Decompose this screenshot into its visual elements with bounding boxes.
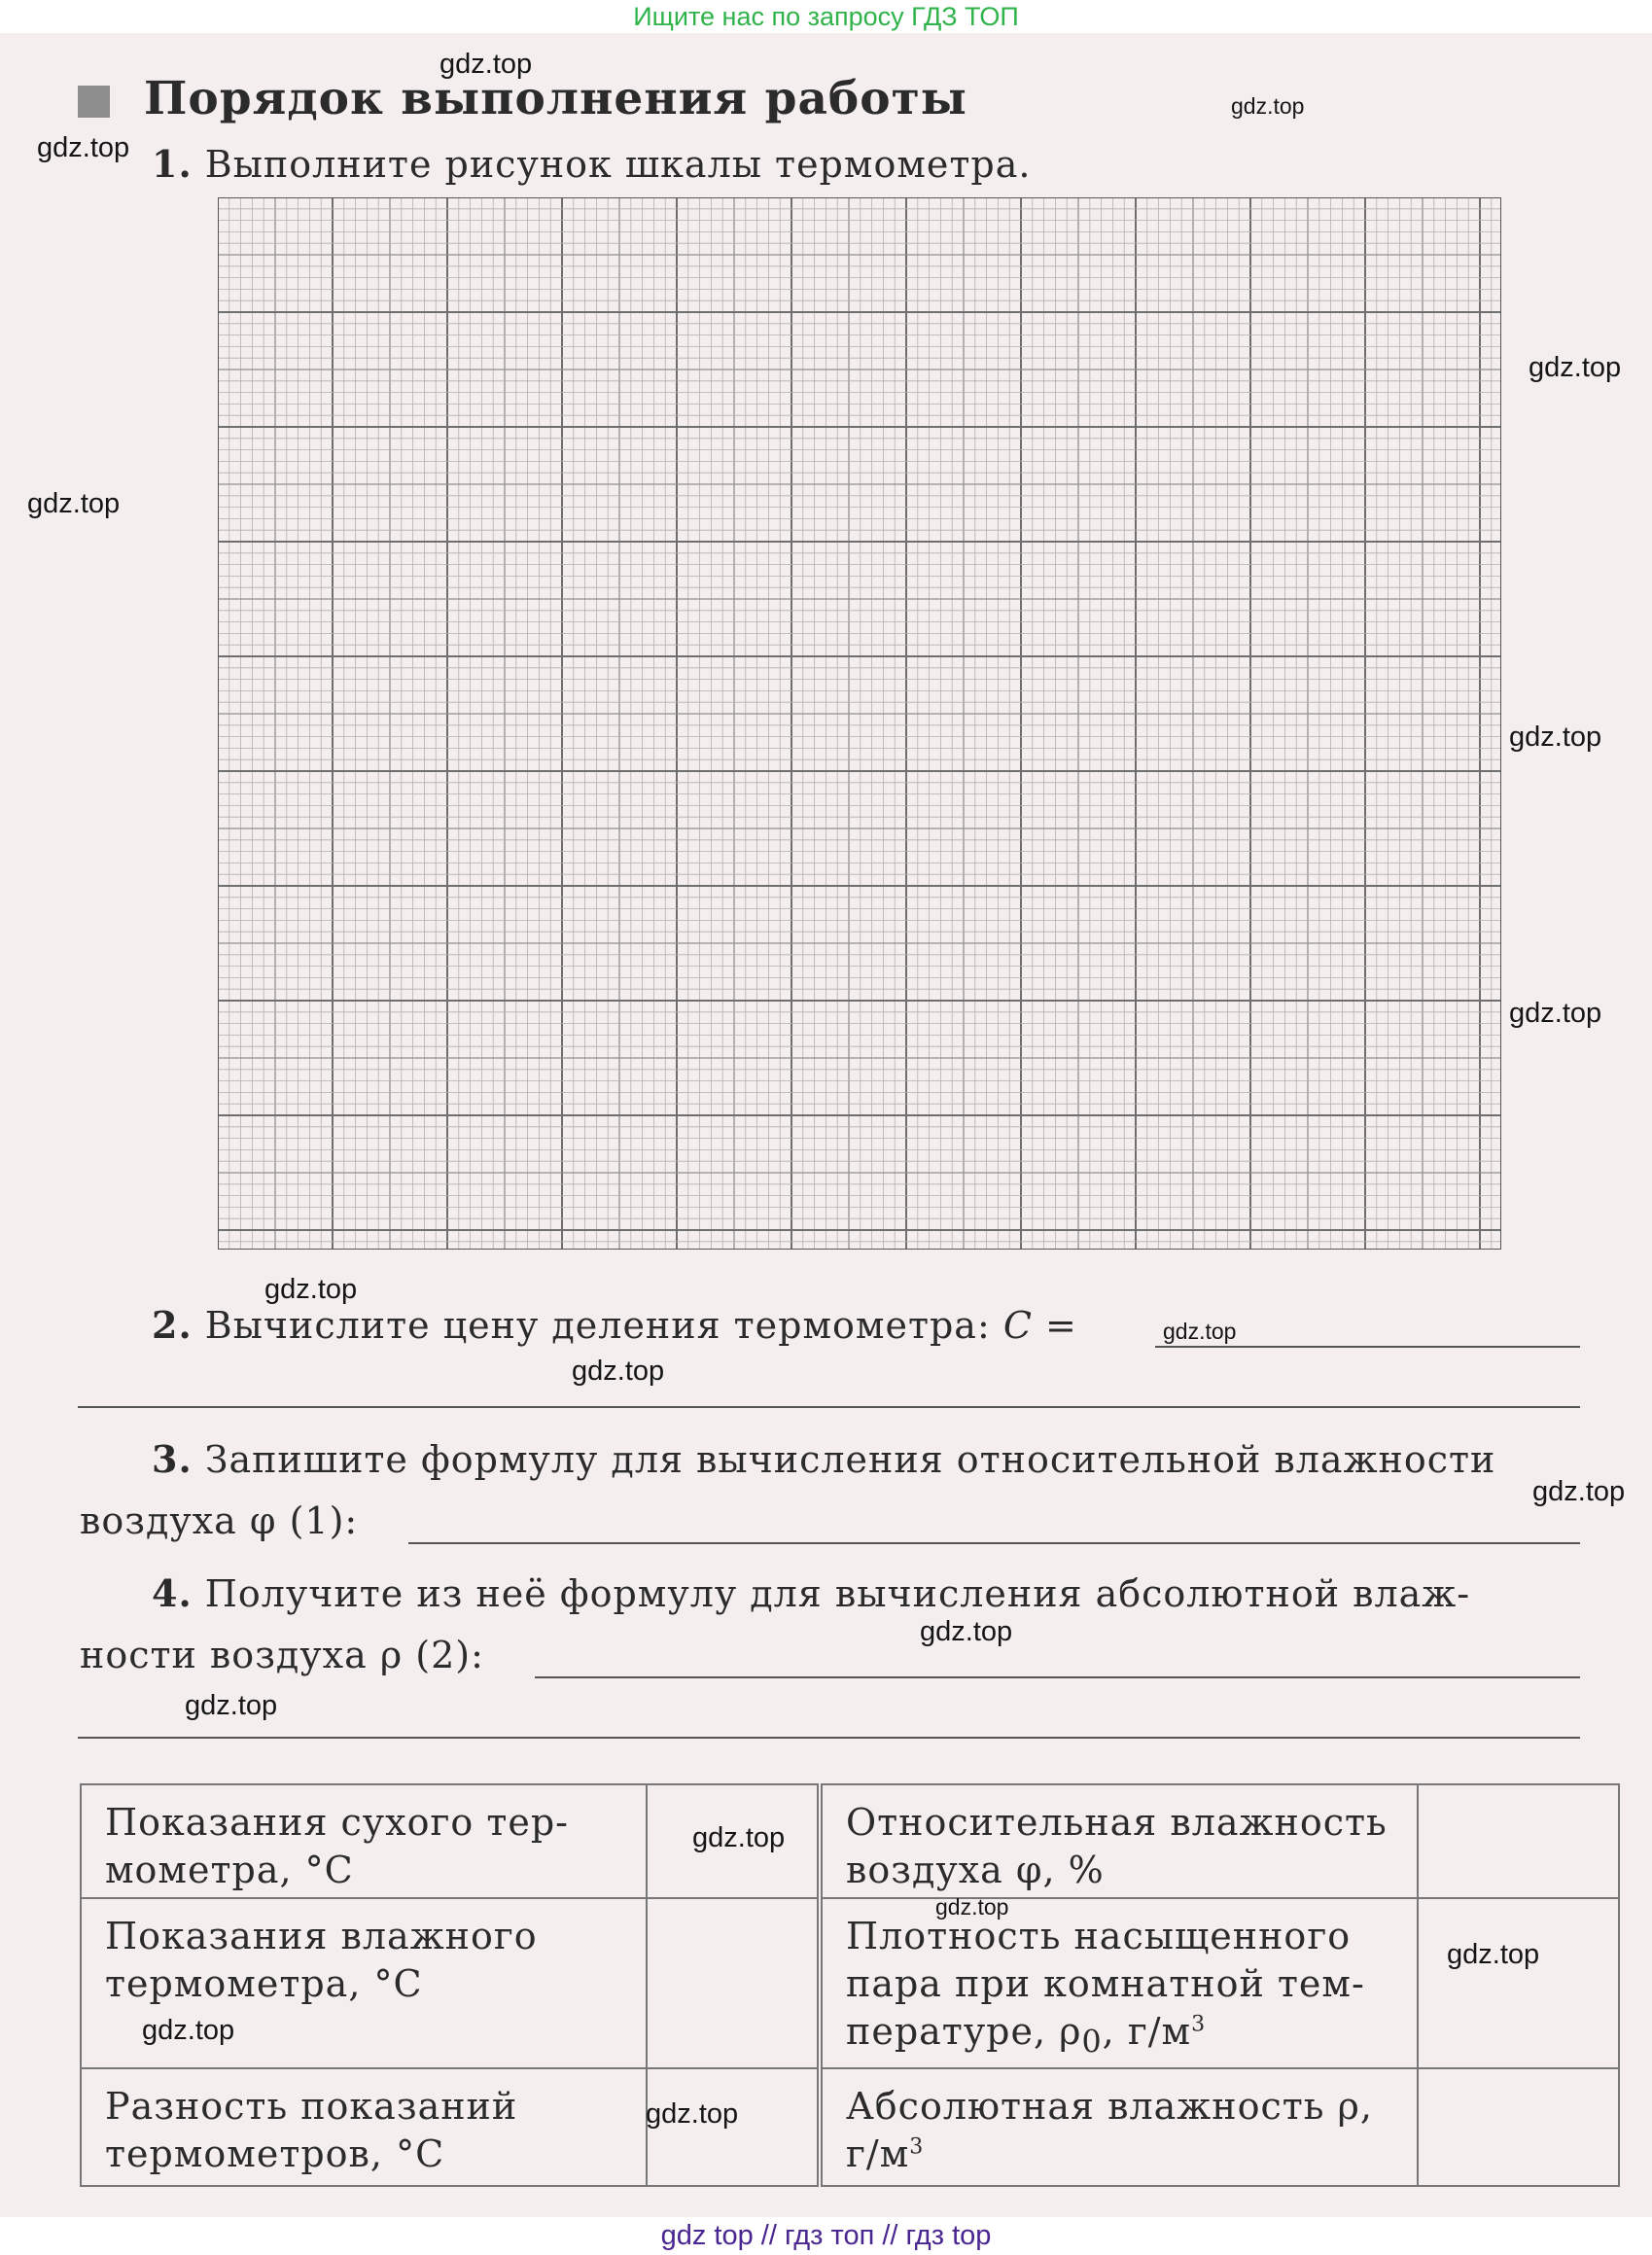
watermark[interactable]: gdz.top [1163,1319,1237,1344]
label-wet-thermometer: Показания влажного термометра, °С [81,1898,647,2068]
watermark[interactable]: gdz.top [185,1690,278,1721]
watermark[interactable]: gdz.top [646,2098,739,2130]
watermark[interactable]: gdz.top [1447,1939,1540,1970]
table-row [81,1898,1619,2068]
step-3-line-1 [152,1437,1581,1481]
watermark[interactable]: gdz.top [27,488,121,519]
answer-line-price-division-2[interactable] [78,1406,1580,1408]
step-3-line-2: воздуха φ (1): [80,1499,359,1542]
measurement-table [80,1783,1620,2187]
table-row [81,2068,1619,2186]
watermark[interactable]: gdz.top [264,1274,358,1305]
table-row [81,1784,1619,1898]
watermark[interactable]: gdz.top [1529,352,1622,383]
label-relative-humidity: Относительная влажность воздуха φ, % [820,1784,1418,1898]
label-dry-thermometer: Показания сухого тер- мометра, °С [81,1784,647,1898]
answer-line-absolute-humidity[interactable] [535,1676,1580,1678]
step-number: 4. [152,1571,193,1615]
step-number: 1. [152,142,193,186]
formula-c: C = [1002,1304,1077,1347]
watermark[interactable]: gdz.top [1509,998,1602,1029]
value-cell-relative-humidity[interactable] [1418,1784,1619,1898]
watermark[interactable]: gdz.top [1231,93,1305,119]
bottom-banner[interactable]: gdz top // гдз топ // гдз top [0,2217,1652,2255]
step-1 [152,142,1031,186]
step-text: Запишите формулу для вычисления относительной влажности [204,1438,1496,1481]
watermark[interactable]: gdz.top [692,1822,786,1853]
watermark[interactable]: gdz.top [37,132,130,163]
label-absolute-humidity: Абсолютная влажность ρ, $г/м^3$ [820,2068,1418,2186]
step-2 [152,1303,1077,1347]
label-thermometer-difference: Разность показаний термометров, °С [81,2068,647,2186]
step-text: Получите из неё формулу для вычисления абсолютной влаж- [204,1572,1471,1615]
label-saturated-vapor-density: Плотность насыщенного пара при комнатной тем- пературе, $\rho_0$, $г/м^3$ [820,1898,1418,2068]
step-text: Вычислите цену деления термометра: [204,1304,991,1347]
watermark[interactable]: gdz.top [572,1356,665,1387]
value-cell-wet-thermometer[interactable] [647,1898,820,2068]
answer-line-absolute-humidity-2[interactable] [78,1737,1580,1739]
step-number: 2. [152,1303,193,1347]
step-number: 3. [152,1437,193,1481]
watermark[interactable]: gdz.top [1509,722,1602,753]
answer-line-price-division[interactable] [1155,1346,1580,1348]
graph-paper[interactable] [218,197,1501,1250]
watermark[interactable]: gdz.top [935,1894,1009,1920]
section-marker-icon [78,86,110,118]
top-banner[interactable]: Ищите нас по запросу ГДЗ ТОП [0,0,1652,33]
section-title: Порядок выполнения работы [144,72,967,125]
answer-line-relative-humidity[interactable] [408,1542,1580,1544]
value-cell-saturated-vapor-density[interactable] [1418,1898,1619,2068]
step-4-line-2: ности воздуха ρ (2): [80,1634,484,1676]
watermark[interactable]: gdz.top [142,2015,235,2046]
graph-paper-grid[interactable] [218,197,1501,1250]
watermark[interactable]: gdz.top [1532,1476,1626,1507]
watermark[interactable]: gdz.top [920,1616,1013,1647]
step-4-line-1 [152,1571,1470,1615]
step-text: Выполните рисунок шкалы термометра. [204,143,1032,186]
watermark[interactable]: gdz.top [439,49,533,80]
value-cell-absolute-humidity[interactable] [1418,2068,1619,2186]
